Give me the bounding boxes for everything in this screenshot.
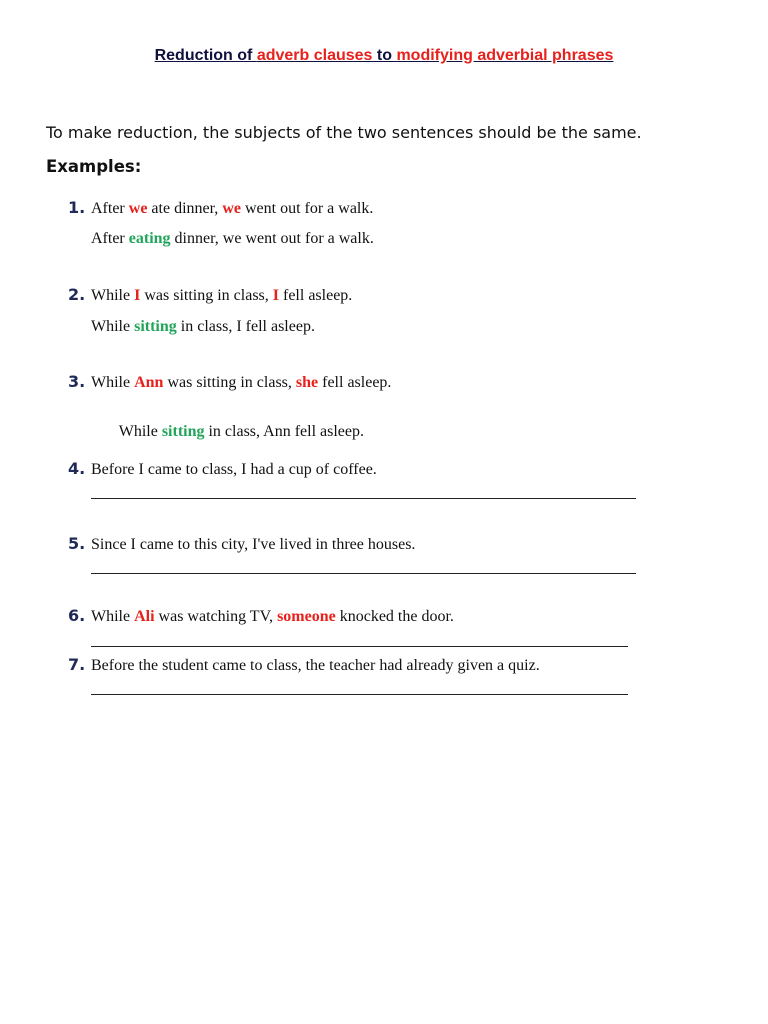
intro-text: To make reduction, the subjects of the two sentences should be the same.: [46, 123, 642, 142]
answer-line[interactable]: [91, 573, 636, 574]
subject-highlight: she: [295, 374, 319, 391]
item-number: 5.: [68, 534, 86, 553]
text: in class, I fell asleep.: [176, 318, 315, 335]
item-number: 4.: [68, 459, 86, 478]
answer-line[interactable]: [91, 498, 636, 499]
verb-highlight: sitting: [161, 423, 205, 440]
subject-highlight: I: [134, 287, 141, 304]
text: While: [91, 608, 135, 625]
item-number: 7.: [68, 655, 86, 674]
page-title: [0, 47, 768, 65]
item-4-sentence: Before I came to class, I had a cup of coffee.: [91, 461, 377, 478]
subject-highlight: I: [272, 287, 279, 304]
answer-line[interactable]: [91, 646, 628, 647]
item-3-original-sentence: [91, 374, 391, 392]
text: While: [91, 318, 135, 335]
text: While: [115, 423, 162, 440]
text: fell asleep.: [318, 374, 392, 391]
answer-line[interactable]: [91, 694, 628, 695]
text: in class, Ann fell asleep.: [204, 423, 364, 440]
text: fell asleep.: [279, 287, 353, 304]
text: After: [91, 200, 129, 217]
text: dinner, we went out for a walk.: [170, 230, 374, 247]
text: After: [91, 230, 129, 247]
subject-highlight: we: [222, 200, 241, 217]
verb-highlight: eating: [128, 230, 171, 247]
text: While: [91, 374, 135, 391]
item-number: 3.: [68, 372, 86, 391]
text: ate dinner,: [147, 200, 223, 217]
item-number: 2.: [68, 285, 86, 304]
item-number: 6.: [68, 606, 86, 625]
subject-highlight: someone: [277, 608, 336, 625]
title-part-3: to: [372, 47, 397, 64]
item-7-sentence: Before the student came to class, the teacher had already given a quiz.: [91, 657, 540, 674]
title-part-1: Reduction of: [154, 47, 257, 64]
text: was watching TV,: [154, 608, 278, 625]
item-5-sentence: Since I came to this city, I've lived in three houses.: [91, 536, 416, 553]
item-1-reduced-sentence: [91, 230, 374, 248]
title-part-4: modifying adverbial phrases: [396, 47, 614, 64]
text: knocked the door.: [335, 608, 454, 625]
subject-highlight: Ann: [134, 374, 164, 391]
item-2-reduced-sentence: [91, 318, 315, 336]
item-number: 1.: [68, 198, 86, 217]
item-2-original-sentence: [91, 287, 352, 305]
subject-highlight: we: [128, 200, 148, 217]
item-6-sentence: [91, 608, 454, 626]
text: was sitting in class,: [163, 374, 296, 391]
subject-highlight: Ali: [134, 608, 155, 625]
text: went out for a walk.: [240, 200, 374, 217]
title-part-2: adverb clauses: [256, 47, 373, 64]
text: was sitting in class,: [140, 287, 273, 304]
verb-highlight: sitting: [134, 318, 177, 335]
item-1-original-sentence: [91, 200, 373, 218]
examples-heading: Examples:: [46, 157, 142, 176]
item-3-reduced-sentence: [91, 405, 364, 459]
text: While: [91, 287, 135, 304]
